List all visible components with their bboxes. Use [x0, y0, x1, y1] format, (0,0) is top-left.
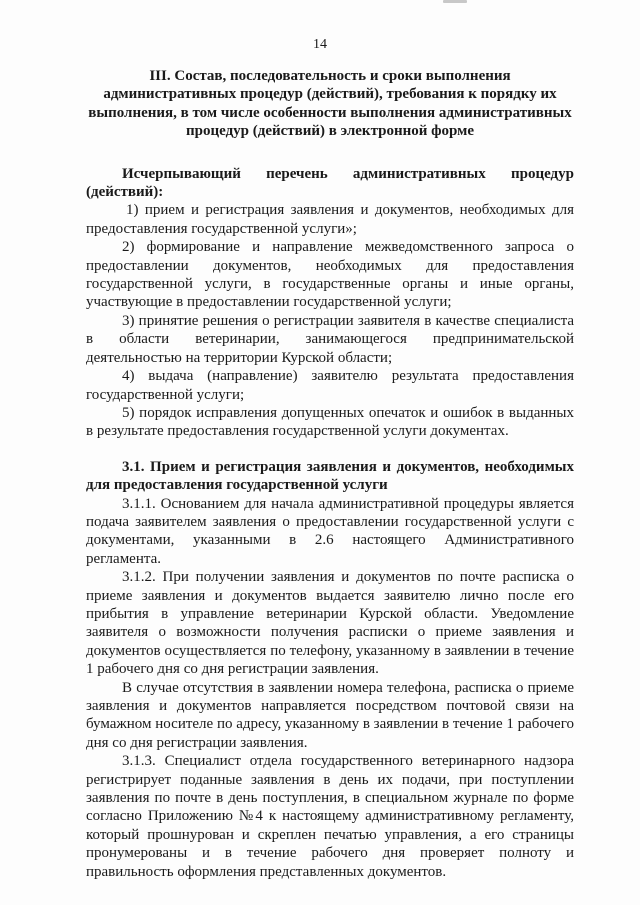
- paragraph: 3.1.1. Основанием для начала административной процедуры является подача заявителем заявления о предоставлении государственной услуги с документами, указанными в 2.6 настоящего Административного регламента.: [86, 495, 574, 567]
- subsection-title: 3.1. Прием и регистрация заявления и документов, необходимых для предоставления государственной услуги: [86, 458, 574, 494]
- paragraph: 3.1.3. Специалист отдела государственного ветеринарного надзора регистрирует поданные заявления в день их подачи, при поступлении заявления по почте в день поступления, в специальном журнале по форме согласно Приложению №4 к настоящему административному регламенту, который прошнурован и скреплен печатью управления, а его страницы пронумерованы и в течение рабочего дня проверяет полноту и правильность оформления представленных документов.: [86, 753, 574, 880]
- list-item: 1) прием и регистрация заявления и документов, необходимых для предоставления государственной услуги»;: [86, 202, 574, 237]
- page-number: 14: [313, 37, 327, 52]
- list-heading: Исчерпывающий перечень административных процедур (действий):: [86, 165, 574, 201]
- page-content: [86, 67, 574, 881]
- list-item: 4) выдача (направление) заявителю результата предоставления государственной услуги;: [86, 368, 574, 403]
- scan-mark: [443, 0, 467, 3]
- paragraph: В случае отсутствия в заявлении номера телефона, расписка о приеме заявления и документов направляется посредством почтовой связи на бумажном носителе по адресу, указанному в заявлении в течение 1 рабочего дня со дня регистрации заявления.: [86, 679, 574, 751]
- list-item: 5) порядок исправления допущенных опечаток и ошибок в выданных в результате предоставления государственной услуги документах.: [86, 404, 574, 440]
- list-item: 2) формирование и направление межведомственного запроса о предоставлении документов, необходимых для предоставления государственной услуги, в государственные органы и иные органы, участвующие в предоставлении государственной услуги;: [86, 239, 574, 311]
- section-title: III. Состав, последовательность и сроки выполнения административных процедур (действий), требования к порядку их выполнения, в том числе особенности выполнения административных процедур (действий) в электронной форме: [88, 68, 572, 140]
- list-item: 3) принятие решения о регистрации заявителя в качестве специалиста в области ветеринарии, занимающегося предпринимательской деятельностью на территории Курской области;: [86, 312, 574, 366]
- paragraph: 3.1.2. При получении заявления и документов по почте расписка о приеме заявления и документов выдается заявителю лично после его прибытия в управление ветеринарии Курской области. Уведомление заявителя о возможности получения расписки о приеме заявления и документов осуществляется по телефону, указанному в заявлении в течение 1 рабочего дня со дня регистрации заявления.: [86, 569, 574, 678]
